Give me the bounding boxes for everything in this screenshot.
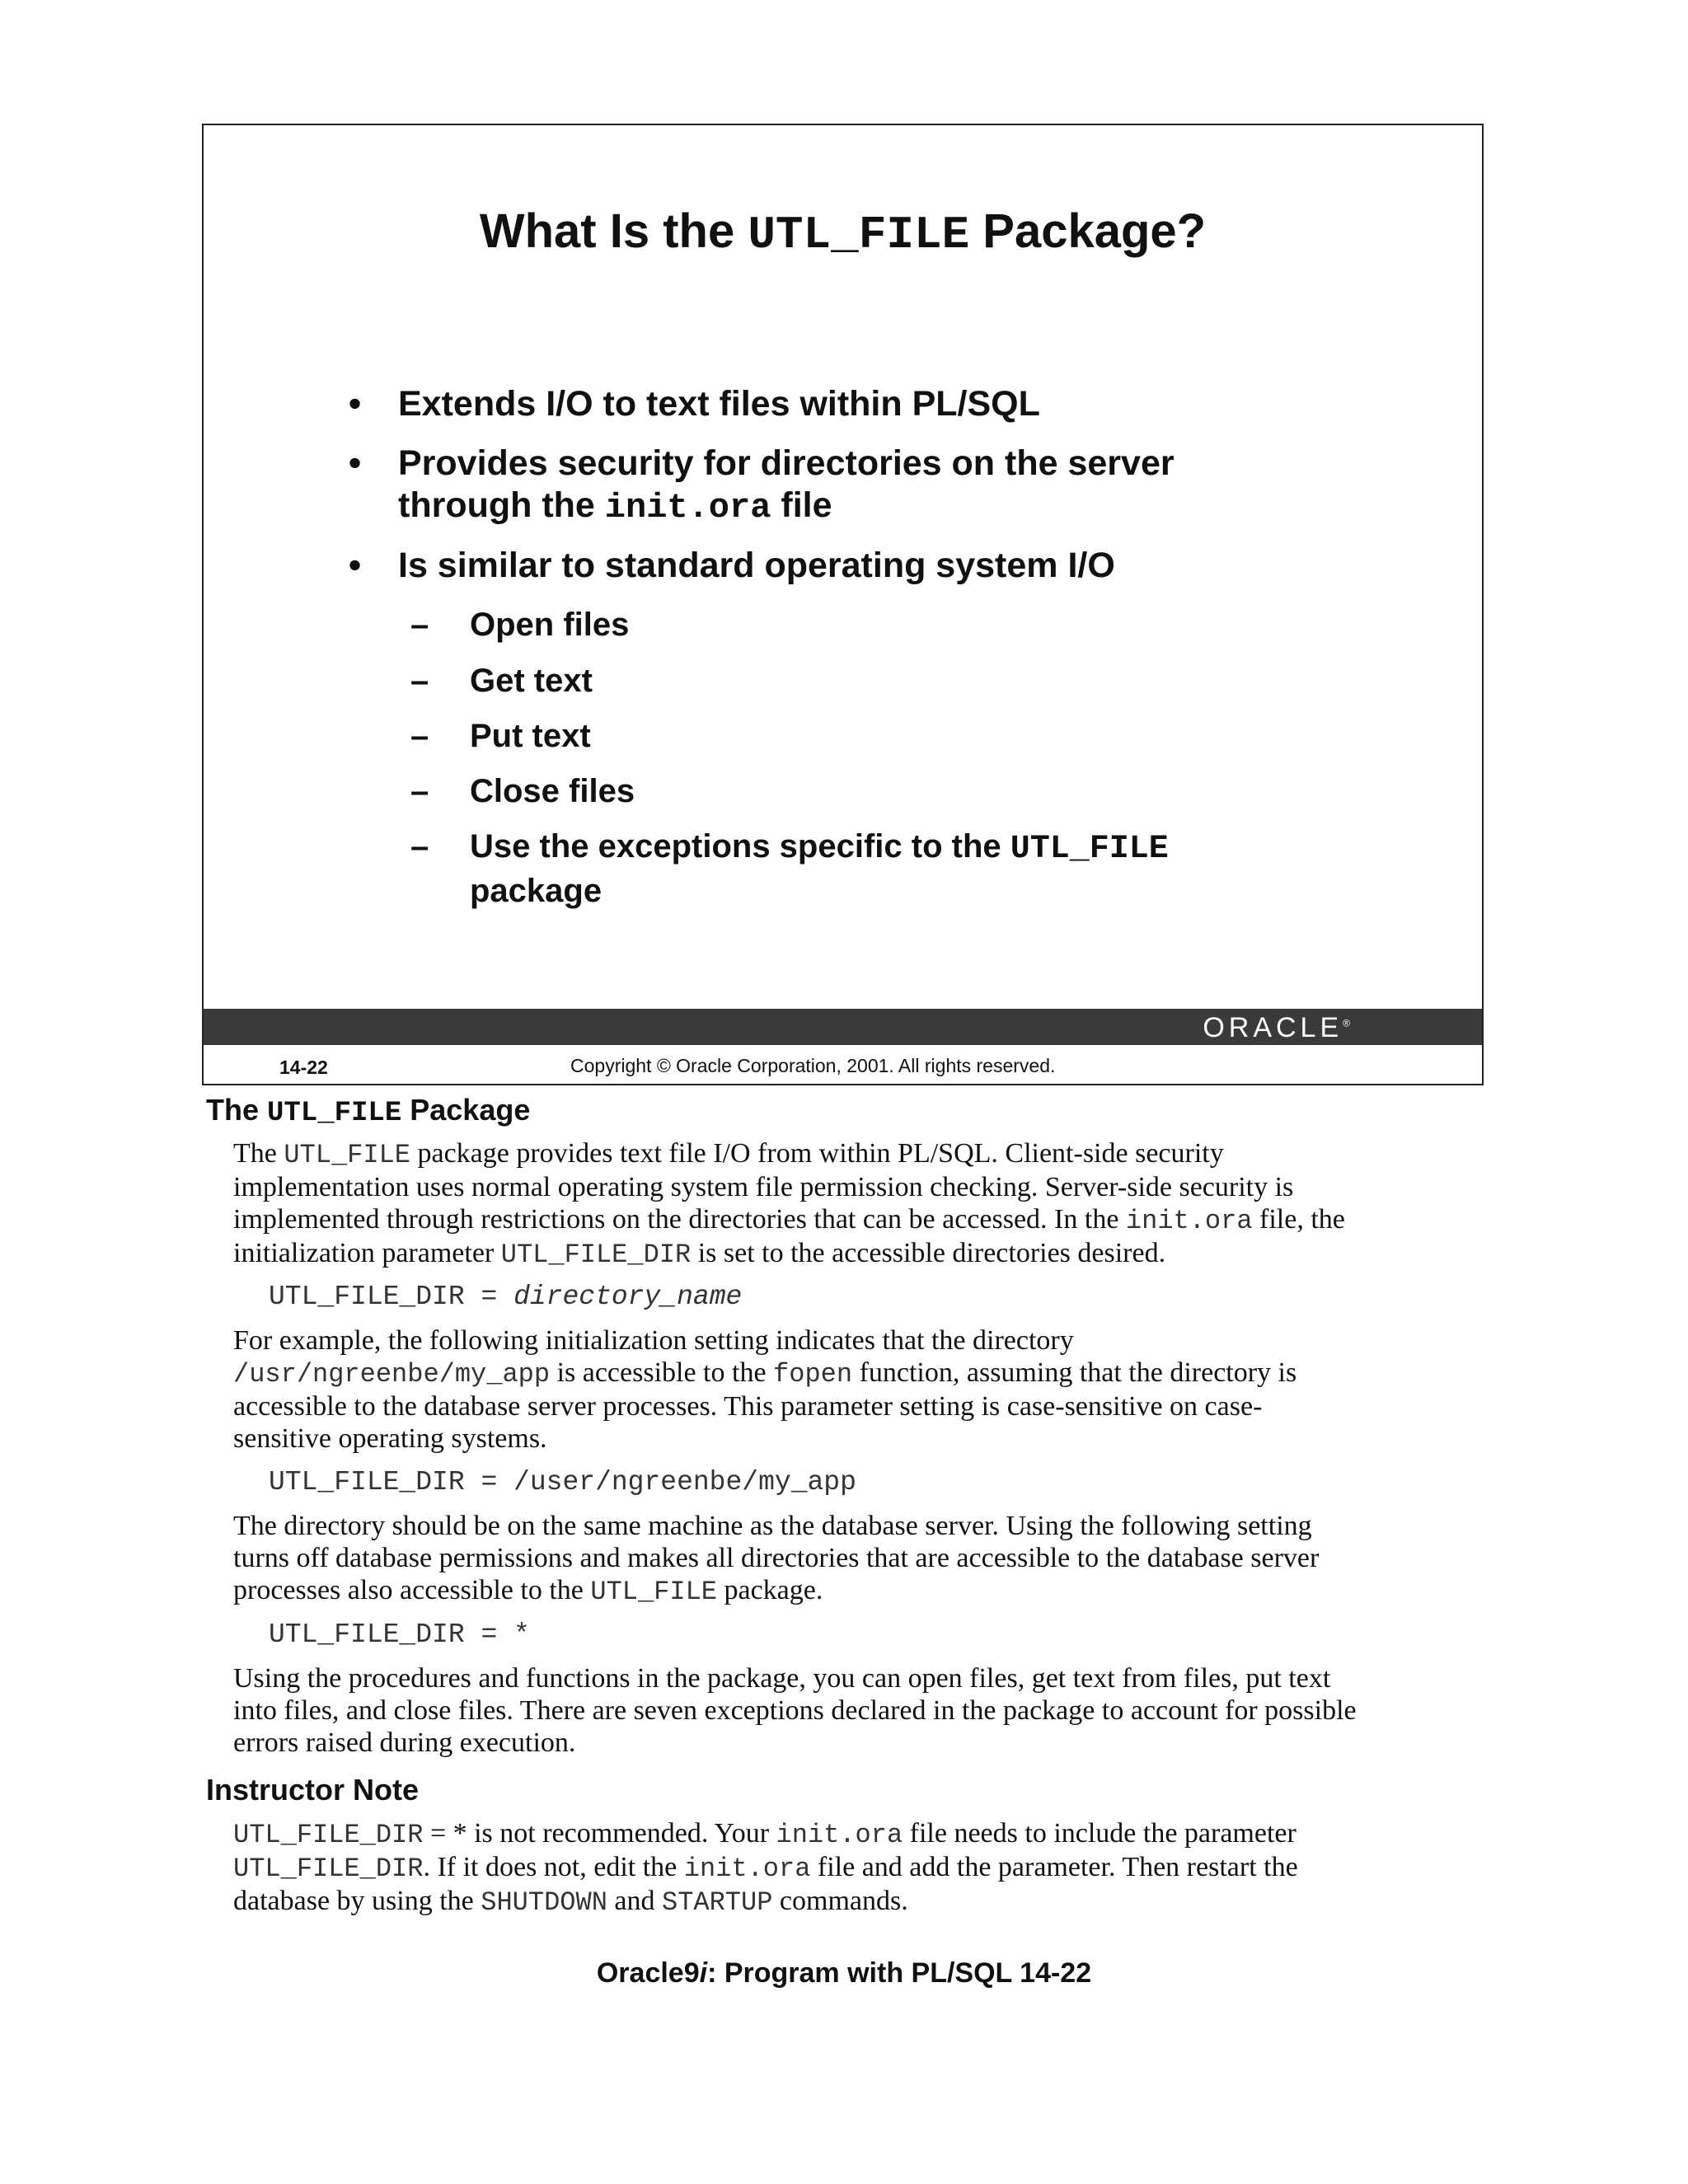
text: = * is not recommended. Your [423,1818,776,1849]
slide-number: 14-22 [279,1057,328,1078]
slide-footer [204,1045,1482,1085]
slide-title-post: Package? [969,204,1207,258]
bullet-dot: • [349,384,362,424]
notes-heading-pre: The [206,1093,268,1127]
notes-heading [206,1093,530,1129]
text: . If it does not, edit the [423,1852,684,1882]
inline-code: UTL_FILE [284,1140,410,1170]
text: is set to the accessible directories desired. [691,1238,1166,1268]
inline-code: UTL_FILE [590,1577,717,1607]
sub-bullet-item [410,660,1376,702]
sub-bullet-text: Put text [470,718,591,754]
inline-code: fopen [773,1359,853,1390]
bullet-text: through the [398,485,605,525]
inline-code: UTL_FILE_DIR [233,1820,424,1850]
text: Using the procedures and functions in the package, you can open files, get text from files, put text [233,1663,1331,1694]
text: file needs to include the parameter [903,1818,1296,1849]
notes-paragraph [233,1324,1453,1455]
sub-bullet-item [410,771,1376,813]
text: The directory should be on the same machine as the database server. Using the following setting [233,1511,1312,1541]
notes-paragraph [233,1510,1453,1608]
sub-bullet-text: Get text [470,663,593,699]
oracle-logo [1203,1012,1350,1044]
slide-title-code: UTL_FILE [748,209,970,261]
text: file and add the parameter. Then restart the [810,1852,1298,1882]
inline-code: STARTUP [661,1887,773,1918]
text: database by using the [233,1886,481,1916]
bullet-item [349,545,1387,587]
footer-italic: i [699,1957,708,1989]
bullet-text: file [771,485,832,525]
sub-bullet-text: package [470,873,603,909]
notes-paragraph [233,1662,1453,1759]
text: accessible to the database server processes. This parameter setting is case-sensitive on case- [233,1391,1263,1422]
text: implemented through restrictions on the directories that can be accessed. In the [233,1204,1126,1235]
text: errors raised during execution. [233,1727,576,1758]
text: processes also accessible to the [233,1575,591,1605]
sub-bullet-dash: – [410,773,429,809]
slide [202,124,1484,1085]
sub-bullet-text: Open files [470,607,630,643]
text: For example, the following initialization setting indicates that the directory [233,1325,1074,1356]
sub-bullet-item [410,715,1376,757]
inline-code: init.ora [1125,1206,1253,1236]
sub-bullet-code: UTL_FILE [1010,831,1169,868]
oracle-logo-text: ORACLE [1203,1012,1343,1043]
bullet-text: Provides security for directories on the server [398,443,1175,483]
text: initialization parameter [233,1238,501,1268]
bullet-text: Extends I/O to text files within PL/SQL [398,384,1040,424]
inline-code: init.ora [776,1820,903,1850]
notes-heading-post: Package [401,1093,531,1127]
copyright-text: Copyright © Oracle Corporation, 2001. All rights reserved. [570,1055,1056,1076]
bullet-item [349,443,1387,529]
bullet-text: Is similar to standard operating system I/O [398,546,1115,585]
text: and [607,1886,662,1916]
text: turns off database permissions and makes all directories that are accessible to the database server [233,1543,1320,1573]
text: package. [716,1575,823,1605]
text: The [233,1138,284,1169]
sub-bullet-item [410,604,1376,646]
code-placeholder: directory_name [513,1282,743,1312]
inline-code: SHUTDOWN [481,1887,607,1918]
notes-heading-code: UTL_FILE [267,1098,402,1129]
slide-title-pre: What Is the [479,204,748,258]
text: package provides text file I/O from within PL/SQL. Client-side security [410,1138,1224,1169]
inline-code: UTL_FILE_DIR [500,1240,692,1270]
inline-code: UTL_FILE_DIR [233,1854,424,1884]
sub-bullet-dash: – [410,663,429,699]
instructor-note-paragraph [233,1817,1453,1919]
notes-paragraph [233,1137,1453,1271]
text: implementation uses normal operating system file permission checking. Server-side security is [233,1172,1294,1202]
sub-bullet-dash: – [410,607,429,643]
sub-bullet-text: Close files [470,773,635,809]
instructor-note-heading: Instructor Note [206,1773,420,1807]
oracle-logo-mark: ® [1343,1017,1350,1029]
footer-text: Oracle9 [596,1957,700,1989]
sub-bullet-text: Use the exceptions specific to the [470,828,1010,865]
page-footer [0,1957,1688,1990]
text: file, the [1252,1204,1345,1235]
code-example [269,1282,742,1312]
text: into files, and close files. There are seven exceptions declared in the package to account for possible [233,1695,1357,1726]
inline-code: init.ora [683,1854,811,1884]
bullet-dot: • [349,443,362,483]
oracle-brand-bar [204,1009,1482,1045]
bullet-code: init.ora [604,488,771,527]
text: sensitive operating systems. [233,1423,547,1454]
code-example: UTL_FILE_DIR = * [269,1619,530,1650]
code-text: UTL_FILE_DIR = [269,1282,514,1312]
footer-text: : Program with PL/SQL 14-22 [707,1957,1092,1989]
sub-bullet-dash: – [410,828,429,865]
text: commands. [772,1886,908,1916]
text: function, assuming that the directory is [852,1357,1297,1388]
text: is accessible to the [550,1357,774,1388]
code-example: UTL_FILE_DIR = /user/ngreenbe/my_app [269,1467,856,1497]
slide-bullet-list [204,125,1482,1084]
bullet-item [349,383,1387,425]
sub-bullet-dash: – [410,718,429,754]
sub-bullet-item [410,826,1376,912]
bullet-dot: • [349,546,362,585]
inline-code: /usr/ngreenbe/my_app [233,1359,551,1390]
